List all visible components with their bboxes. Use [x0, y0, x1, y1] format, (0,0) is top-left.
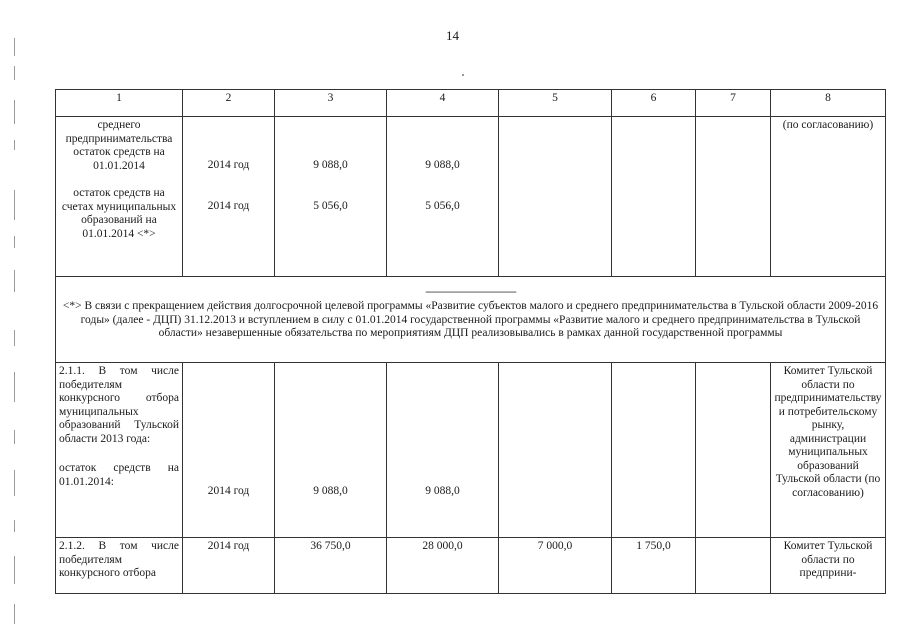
amount-cell	[499, 117, 612, 277]
scan-mark	[14, 330, 15, 346]
amount-cell	[275, 363, 387, 538]
scan-mark	[14, 430, 15, 444]
year-cell: 2014 год	[183, 538, 275, 594]
column-header: 5	[499, 90, 612, 117]
amount-cell	[275, 117, 387, 277]
scan-mark	[14, 236, 15, 248]
column-header: 3	[275, 90, 387, 117]
year-cell	[183, 117, 275, 277]
amount-value: 9 088,0	[425, 159, 460, 171]
description-text: остаток средств на 01.01.2014:	[59, 462, 179, 488]
amount-cell: 1 750,0	[612, 538, 696, 594]
footnote-rule: --------------------------------	[425, 286, 516, 298]
amount-cell	[499, 363, 612, 538]
scan-mark	[14, 556, 15, 584]
scan-mark	[14, 140, 15, 150]
column-header: 2	[183, 90, 275, 117]
description-text: остаток средств на счетах муниципальных образований на 01.01.2014 <*>	[61, 187, 177, 240]
row-description	[56, 363, 183, 538]
description-text: среднего предпринимательства	[65, 119, 173, 145]
executor-cell: (по согласованию)	[771, 117, 886, 277]
scan-mark	[14, 66, 15, 80]
amount-value: 9 088,0	[313, 485, 348, 497]
description-text: остаток средств на 01.01.2014	[73, 146, 165, 172]
table-header-row	[56, 90, 886, 117]
amount-cell	[387, 117, 499, 277]
amount-value: 9 088,0	[425, 485, 460, 497]
amount-value: 5 056,0	[313, 199, 348, 212]
column-header: 7	[696, 90, 771, 117]
scan-mark	[14, 604, 15, 624]
column-header: 1	[56, 90, 183, 117]
scan-mark	[14, 470, 15, 496]
column-header: 6	[612, 90, 696, 117]
year-value: 2014 год	[207, 199, 250, 212]
column-header: 8	[771, 90, 886, 117]
footnote-text: <*> В связи с прекращением действия долгосрочной целевой программы «Развитие субъектов малого и среднего предпринимательства в Тульской области 2009-2016 годы» (далее - ДЦП) 31.12.2013 и вступлением в силу с 01.01.2014 государственной программы «Развитие малого и среднего предпринимательства в Тульской области» незавершенные обязательства по мероприятиям ДЦП реализовывались в рамках данной государственной программы	[62, 300, 879, 339]
scan-mark	[14, 520, 15, 532]
amount-cell: 28 000,0	[387, 538, 499, 594]
amount-cell: 36 750,0	[275, 538, 387, 594]
scan-mark	[14, 270, 15, 292]
amount-cell	[696, 117, 771, 277]
table-row	[56, 363, 886, 538]
executor-cell: Комитет Тульской области по предпринимательству и потребительскому рынку, администрации муниципальных образований Тульской области (по согласованию)	[771, 363, 886, 538]
scan-mark	[14, 100, 15, 124]
year-value: 2014 год	[207, 159, 250, 171]
scan-mark	[14, 190, 15, 220]
year-value: 2014 год	[207, 485, 250, 497]
amount-cell	[612, 363, 696, 538]
amount-value: 9 088,0	[313, 159, 348, 171]
row-description: 2.1.2. В том числе победителям конкурсного отбора	[56, 538, 183, 594]
program-table	[55, 89, 886, 594]
scan-speck	[462, 74, 464, 76]
amount-cell	[387, 363, 499, 538]
amount-cell	[696, 363, 771, 538]
scan-mark	[14, 372, 15, 402]
table-row	[56, 117, 886, 277]
amount-cell	[612, 117, 696, 277]
amount-value: 5 056,0	[425, 199, 460, 212]
executor-cell: Комитет Тульской области по предприни-	[771, 538, 886, 594]
row-description	[56, 117, 183, 277]
description-text: 2.1.1. В том числе победителям конкурсного отбора муниципальных образований Тульской области 2013 года:	[59, 365, 179, 445]
column-header: 4	[387, 90, 499, 117]
year-cell	[183, 363, 275, 538]
footnote-row	[56, 277, 886, 363]
footnote-cell	[56, 277, 886, 363]
page-number: 14	[446, 28, 459, 43]
amount-cell: 7 000,0	[499, 538, 612, 594]
amount-cell	[696, 538, 771, 594]
table-row	[56, 538, 886, 594]
